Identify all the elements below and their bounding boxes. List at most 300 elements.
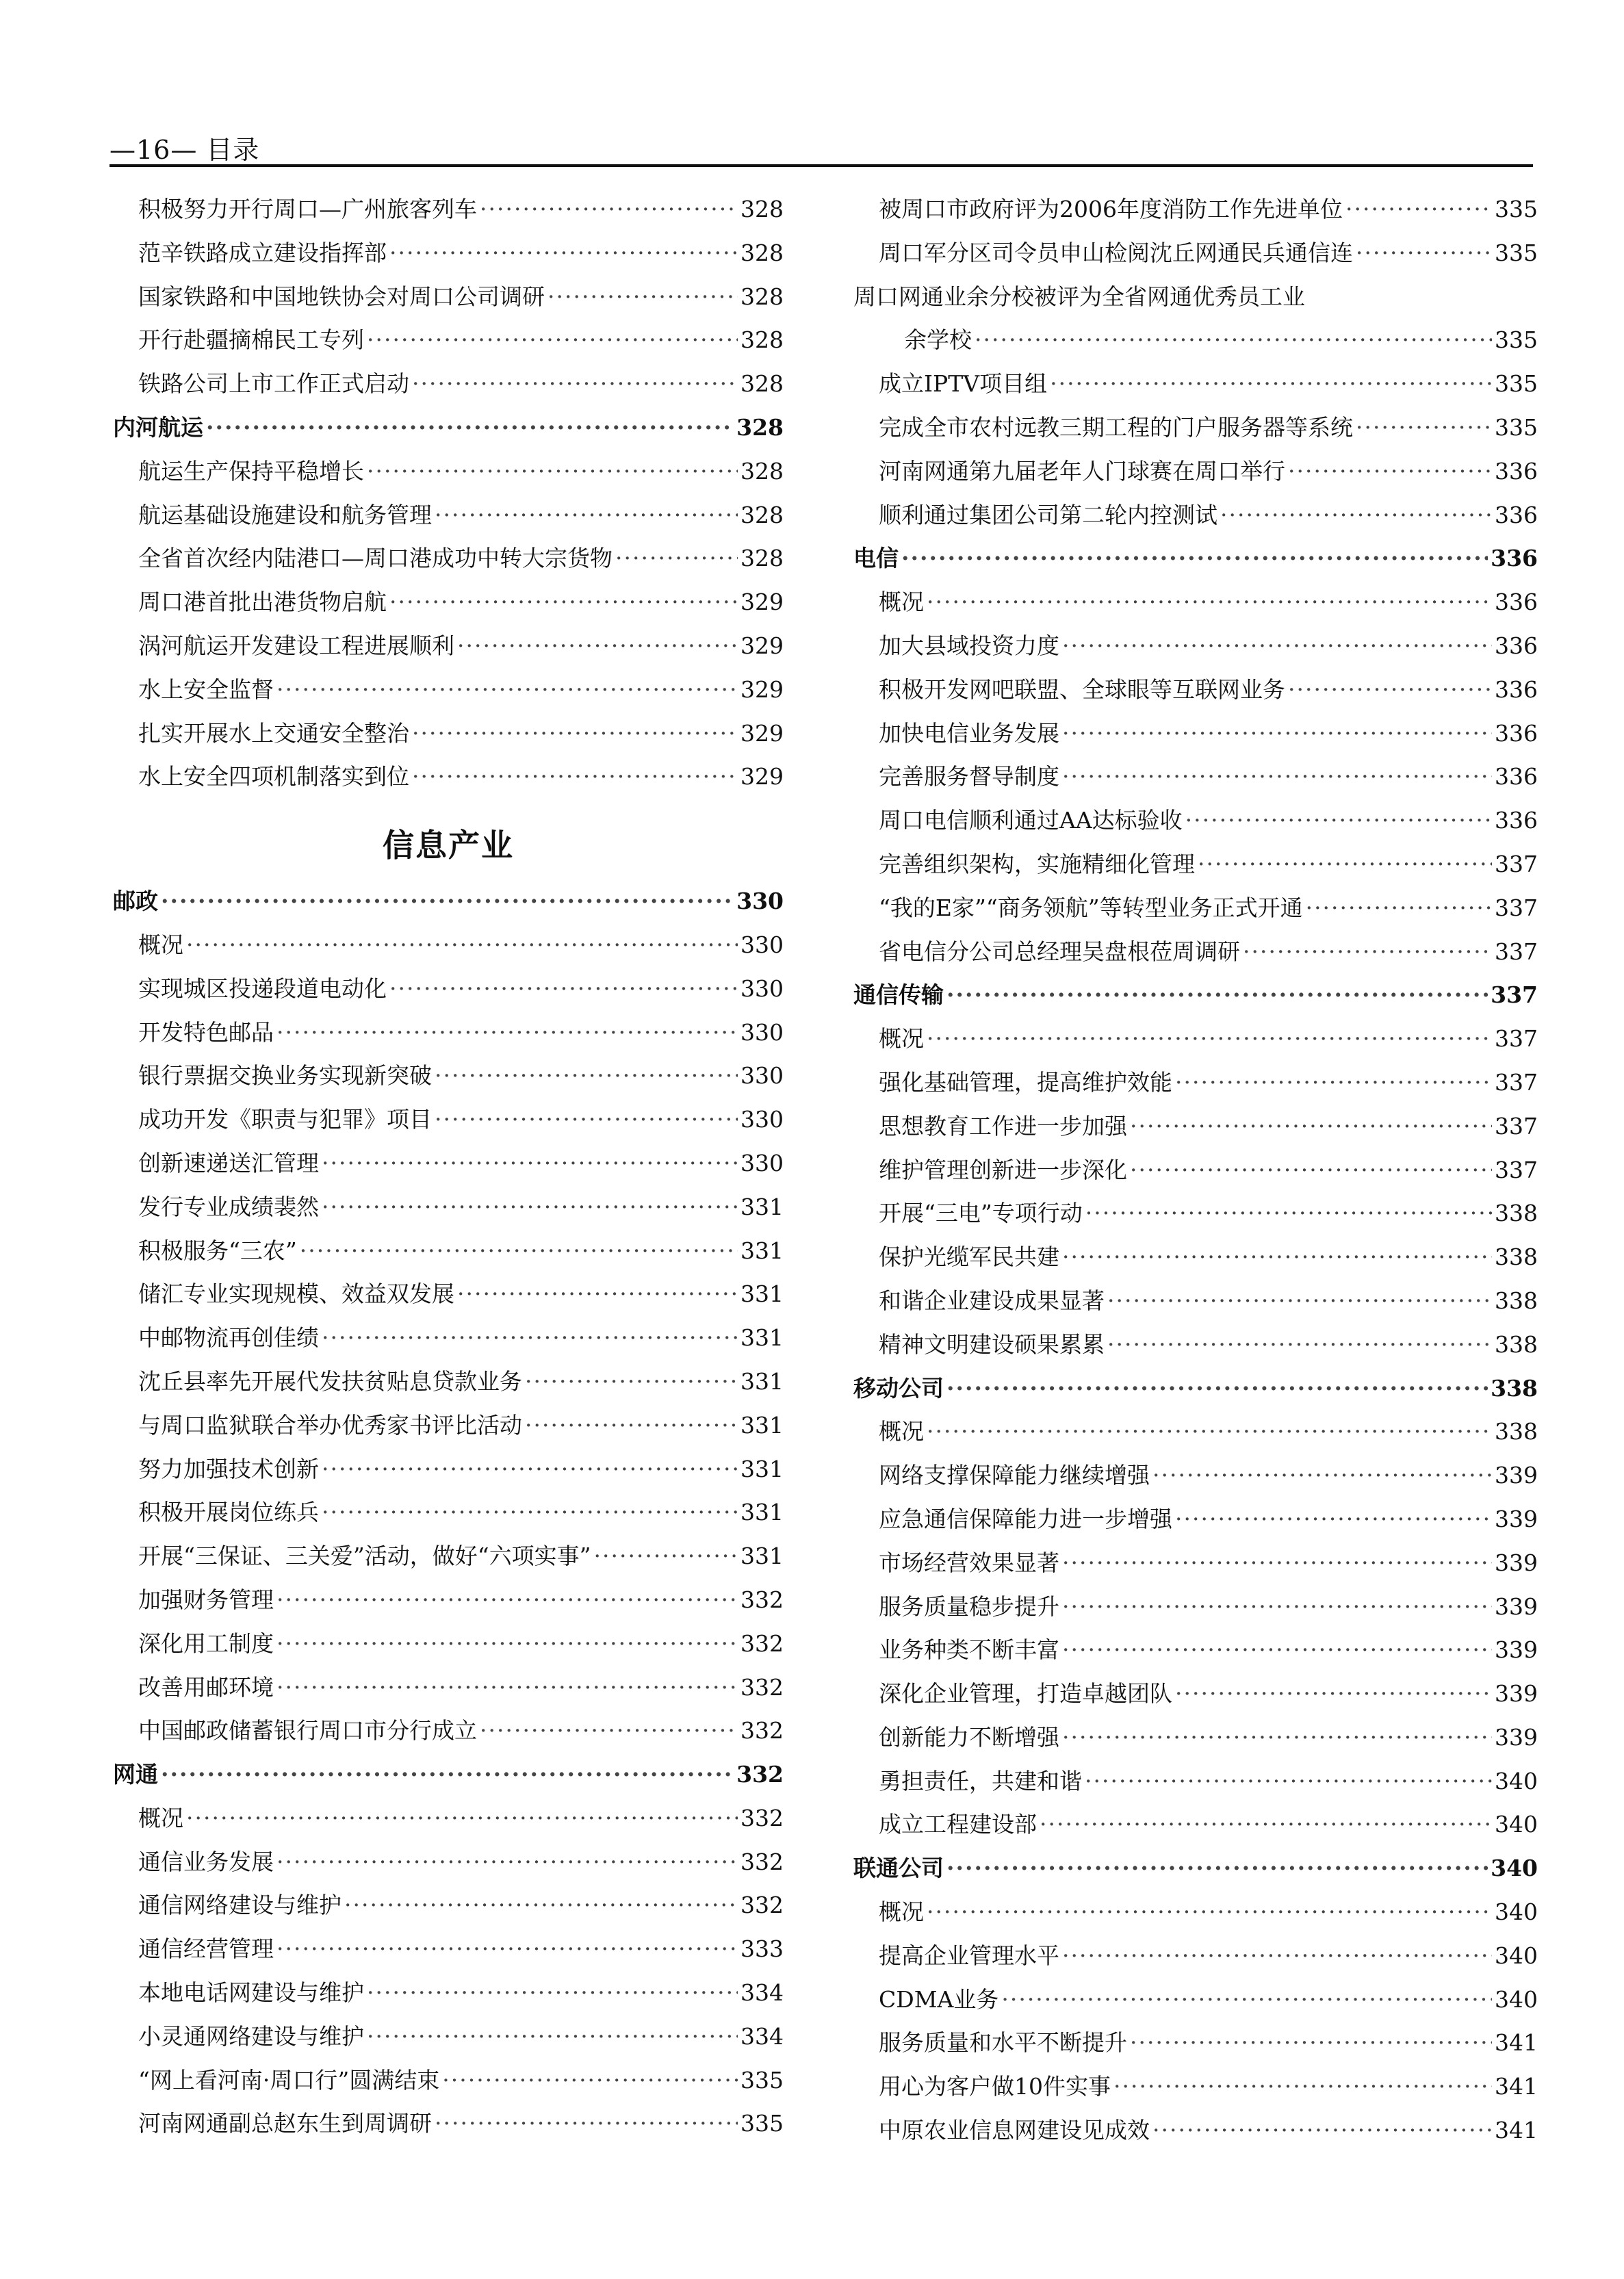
toc-entry	[853, 759, 1538, 803]
toc-entry	[113, 759, 784, 803]
toc-entry-title: 提高企业管理水平	[879, 1942, 1059, 1969]
toc-entry	[853, 803, 1538, 847]
toc-entry	[853, 279, 1538, 323]
toc-entry-page: 331	[740, 1499, 784, 1526]
toc-leader-dots	[615, 545, 738, 571]
toc-entry-page: 337	[1491, 981, 1538, 1009]
toc-leader-dots	[1288, 676, 1492, 703]
toc-leader-dots	[547, 283, 738, 310]
toc-leader-dots	[276, 1674, 738, 1701]
toc-leader-dots	[1288, 458, 1492, 485]
toc-entry-page: 335	[740, 2066, 784, 2094]
toc-leader-dots	[322, 1499, 738, 1525]
toc-leader-dots	[927, 589, 1492, 615]
toc-entry-page: 336	[1495, 763, 1538, 790]
toc-entry	[113, 1015, 784, 1059]
toc-entry-title: 通信业务发展	[138, 1848, 274, 1875]
toc-entry-title: 精神文明建设硕果累累	[879, 1330, 1105, 1358]
toc-leader-dots	[1175, 1680, 1492, 1707]
toc-leader-dots	[322, 1194, 738, 1220]
toc-entry	[853, 1502, 1538, 1545]
toc-entry-page: 336	[1495, 589, 1538, 616]
toc-entry-title: 实现城区投递段道电动化	[138, 975, 387, 1002]
toc-entry-page: 330	[740, 1149, 784, 1176]
toc-leader-dots	[344, 1892, 738, 1918]
toc-entry-page: 337	[1495, 1156, 1538, 1183]
toc-entry-title: 周口军分区司令员申山检阅沈丘网通民兵通信连	[879, 239, 1353, 266]
toc-entry-title: 改善用邮环境	[138, 1673, 274, 1701]
toc-entry-title: 服务质量稳步提升	[879, 1593, 1059, 1620]
toc-entry-page: 340	[1495, 1898, 1538, 1926]
toc-entry-title: 开展“三电”专项行动	[879, 1200, 1083, 1227]
toc-entry	[113, 672, 784, 716]
toc-entry-title: 被周口市政府评为2006年度消防工作先进单位	[879, 196, 1343, 222]
toc-leader-dots	[1085, 1200, 1492, 1226]
toc-entry-page: 341	[1495, 2029, 1538, 2057]
toc-leader-dots	[1062, 632, 1492, 659]
toc-entry-title: 加快电信业务发展	[879, 719, 1059, 747]
toc-entry	[113, 498, 784, 541]
toc-entry-title: 铁路公司上市工作正式启动	[138, 370, 409, 398]
toc-entry-page: 336	[1495, 632, 1538, 659]
toc-entry	[853, 1283, 1538, 1327]
toc-leader-dots	[276, 1019, 738, 1046]
toc-entry-title: 概况	[879, 1025, 924, 1053]
toc-entry-title: 市场经营效果显著	[879, 1549, 1059, 1576]
toc-entry-title: 开展“三保证、三关爱”活动，做好“六项实事”	[138, 1543, 591, 1570]
toc-column-left	[113, 192, 784, 2150]
toc-entry-title: 和谐企业建设成果显著	[879, 1287, 1105, 1314]
toc-entry	[853, 454, 1538, 498]
toc-leader-dots	[300, 1237, 738, 1264]
toc-leader-dots	[525, 1368, 738, 1395]
toc-entry-page: 331	[740, 1543, 784, 1570]
toc-entry	[853, 1764, 1538, 1807]
toc-entry-title: 范辛铁路成立建设指挥部	[138, 239, 387, 266]
toc-entry-page: 328	[740, 239, 784, 266]
toc-entry-page: 335	[1495, 326, 1538, 354]
toc-entry	[113, 716, 784, 760]
toc-entry-title: CDMA业务	[879, 1985, 999, 2013]
toc-entry-title: 积极开发网吧联盟、全球眼等互联网业务	[879, 675, 1285, 703]
toc-entry	[113, 1146, 784, 1189]
toc-section-entry	[113, 410, 784, 454]
toc-entry-title: 电信	[853, 545, 899, 572]
toc-leader-dots	[1001, 1986, 1492, 2013]
toc-leader-dots	[1356, 240, 1492, 266]
toc-leader-dots	[276, 1849, 738, 1875]
toc-leader-dots	[276, 1630, 738, 1657]
toc-leader-dots	[901, 545, 1488, 571]
toc-entry-title: “我的E家”“商务领航”等转型业务正式开通	[879, 894, 1303, 921]
toc-entry-title: 开行赴疆摘棉民工专列	[138, 326, 364, 354]
toc-entry-page: 329	[740, 589, 784, 616]
toc-entry-title: 成立工程建设部	[879, 1811, 1037, 1838]
toc-entry-title: 内河航运	[113, 413, 203, 441]
toc-entry-title: 勇担责任，共建和谐	[879, 1767, 1082, 1794]
toc-entry-page: 339	[1495, 1462, 1538, 1489]
toc-leader-dots	[367, 458, 738, 485]
toc-entry	[113, 1364, 784, 1408]
toc-entry-title: 移动公司	[853, 1374, 944, 1402]
toc-entry	[113, 322, 784, 366]
toc-leader-dots	[946, 981, 1488, 1008]
toc-leader-dots	[412, 763, 738, 790]
toc-entry-title: 创新能力不断增强	[879, 1723, 1059, 1751]
toc-leader-dots	[1062, 1593, 1492, 1620]
toc-entry	[113, 366, 784, 410]
toc-entry	[113, 192, 784, 235]
toc-entry-page: 335	[1495, 196, 1538, 222]
toc-entry	[853, 1676, 1538, 1720]
toc-leader-dots	[480, 1717, 738, 1744]
toc-entry-page: 335	[1495, 370, 1538, 398]
toc-entry	[113, 1538, 784, 1582]
toc-entry-page: 331	[740, 1324, 784, 1352]
toc-leader-dots	[1220, 502, 1492, 528]
toc-entry-title: 概况	[879, 589, 924, 616]
toc-entry-page: 339	[1495, 1505, 1538, 1532]
toc-entry-title: 顺利通过集团公司第二轮内控测试	[879, 501, 1217, 528]
toc-entry-title: 服务质量和水平不断提升	[879, 2029, 1127, 2057]
toc-entry	[853, 1632, 1538, 1676]
toc-entry	[853, 1414, 1538, 1458]
toc-leader-dots	[1107, 1331, 1492, 1358]
toc-column-right	[853, 192, 1538, 2156]
toc-entry-page: 340	[1495, 1811, 1538, 1838]
toc-entry-page: 330	[740, 931, 784, 958]
toc-entry	[113, 1058, 784, 1102]
toc-entry	[853, 890, 1538, 934]
toc-leader-dots	[442, 2067, 738, 2094]
toc-entry-page: 337	[1495, 1068, 1538, 1096]
toc-entry-page: 332	[740, 1586, 784, 1613]
toc-entry-title: “网上看河南·周口行”圆满结束	[138, 2066, 440, 2094]
toc-entry	[113, 2106, 784, 2150]
toc-leader-dots	[1062, 763, 1492, 790]
toc-entry	[853, 192, 1538, 235]
toc-entry-page: 334	[740, 2022, 784, 2050]
toc-entry-page: 329	[740, 632, 784, 659]
toc-entry	[113, 1495, 784, 1538]
toc-leader-dots	[1085, 1768, 1492, 1794]
toc-leader-dots	[412, 720, 738, 747]
toc-leader-dots	[1062, 1244, 1492, 1270]
toc-leader-dots	[276, 1935, 738, 1962]
toc-leader-dots	[1356, 414, 1492, 441]
toc-entry-page: 340	[1495, 1767, 1538, 1794]
toc-leader-dots	[927, 1025, 1492, 1052]
toc-entry	[853, 1327, 1538, 1371]
toc-entry-title: 应急通信保障能力进一步增强	[879, 1505, 1172, 1532]
toc-entry-title: 中原农业信息网建设见成效	[879, 2117, 1150, 2144]
toc-leader-dots	[1185, 807, 1492, 834]
toc-entry-title: 网络支撑保障能力继续增强	[879, 1462, 1150, 1489]
toc-entry-page: 334	[740, 1979, 784, 2007]
toc-leader-dots	[1130, 1113, 1492, 1140]
toc-leader-dots	[1062, 1636, 1492, 1663]
toc-entry	[853, 934, 1538, 978]
toc-entry-title: 小灵通网络建设与维护	[138, 2022, 364, 2050]
toc-entry	[853, 498, 1538, 541]
toc-leader-dots	[389, 975, 738, 1002]
toc-entry-page: 337	[1495, 850, 1538, 877]
toc-entry-page: 331	[740, 1411, 784, 1439]
toc-entry-title: 强化基础管理，提高维护效能	[879, 1068, 1172, 1096]
toc-entry-page: 341	[1495, 2117, 1538, 2144]
toc-leader-dots	[186, 931, 738, 958]
toc-entry-page: 330	[740, 1018, 784, 1046]
toc-entry-page: 336	[1491, 545, 1538, 572]
toc-entry	[113, 584, 784, 628]
toc-entry-title: 国家铁路和中国地铁协会对周口公司调研	[138, 283, 545, 310]
toc-entry-title: 完善服务督导制度	[879, 763, 1059, 790]
toc-entry-page: 341	[1495, 2073, 1538, 2100]
toc-leader-dots	[1175, 1506, 1492, 1532]
toc-entry-page: 328	[740, 283, 784, 310]
toc-leader-dots	[927, 1898, 1492, 1925]
toc-leader-dots	[367, 326, 738, 353]
toc-entry-page: 336	[1495, 807, 1538, 834]
toc-leader-dots	[322, 1456, 738, 1482]
toc-leader-dots	[1050, 370, 1492, 397]
toc-entry-title: 通信经营管理	[138, 1935, 274, 1963]
toc-entry-title: 成立IPTV项目组	[879, 370, 1048, 398]
toc-entry-title: 联通公司	[853, 1855, 944, 1882]
toc-entry-title: 邮政	[113, 888, 158, 915]
toc-entry-page: 331	[740, 1367, 784, 1395]
toc-entry	[853, 1065, 1538, 1109]
toc-entry-title: 思想教育工作进一步加强	[879, 1112, 1127, 1140]
toc-entry	[853, 1545, 1538, 1589]
toc-entry-title: 本地电话网建设与维护	[138, 1979, 364, 2007]
toc-entry	[113, 1408, 784, 1452]
toc-leader-dots	[1175, 1069, 1492, 1096]
toc-entry	[853, 584, 1538, 628]
toc-entry	[853, 1894, 1538, 1938]
toc-entry	[853, 235, 1538, 279]
toc-entry	[113, 1975, 784, 2019]
toc-entry	[113, 1713, 784, 1757]
toc-entry-page: 335	[1495, 413, 1538, 441]
toc-entry-page: 335	[1495, 239, 1538, 266]
toc-entry-title: 概况	[138, 1804, 183, 1831]
toc-leader-dots	[389, 589, 738, 615]
toc-entry-page: 330	[740, 1106, 784, 1133]
toc-entry-page: 338	[1495, 1330, 1538, 1358]
toc-entry	[853, 628, 1538, 672]
toc-section-entry	[853, 1371, 1538, 1415]
toc-leader-dots	[1243, 938, 1492, 965]
toc-entry-title: 河南网通副总赵东生到周调研	[138, 2110, 432, 2137]
toc-entry-page: 332	[740, 1804, 784, 1831]
toc-entry-title: 中邮物流再创佳绩	[138, 1324, 319, 1352]
toc-entry-page: 328	[740, 370, 784, 398]
toc-entry	[113, 454, 784, 498]
toc-leader-dots	[1062, 720, 1492, 747]
toc-entry-title: 业务种类不断丰富	[879, 1636, 1059, 1664]
toc-entry	[853, 1458, 1538, 1502]
toc-entry	[113, 235, 784, 279]
toc-entry-title: 余学校	[904, 326, 972, 354]
toc-entry-page: 337	[1495, 1025, 1538, 1053]
toc-entry-title: 省电信分公司总经理吴盘根莅周调研	[879, 938, 1240, 965]
toc-leader-dots	[946, 1855, 1488, 1881]
toc-entry	[853, 2069, 1538, 2113]
toc-entry	[113, 1452, 784, 1495]
toc-entry-title: 深化用工制度	[138, 1630, 274, 1657]
toc-entry-page: 328	[740, 196, 784, 222]
toc-leader-dots	[435, 502, 738, 528]
toc-entry	[853, 1720, 1538, 1764]
toc-leader-dots	[480, 196, 738, 222]
toc-leader-dots	[322, 1324, 738, 1351]
toc-leader-dots	[367, 2023, 738, 2050]
toc-entry	[853, 1196, 1538, 1239]
toc-entry-title: 周口电信顺利通过AA达标验收	[879, 807, 1183, 834]
toc-entry	[853, 366, 1538, 410]
toc-entry	[853, 847, 1538, 890]
toc-entry-title: 全省首次经内陆港口—周口港成功中转大宗货物	[138, 545, 613, 572]
toc-entry-title: 积极开展岗位练兵	[138, 1499, 319, 1526]
toc-entry	[113, 927, 784, 971]
toc-entry-page: 330	[740, 1062, 784, 1090]
toc-entry-title: 开发特色邮品	[138, 1018, 274, 1046]
section-heading: 信息产业	[383, 827, 514, 864]
toc-entry	[113, 1801, 784, 1844]
toc-leader-dots	[276, 1586, 738, 1613]
toc-entry-page: 328	[740, 545, 784, 572]
toc-list-info-industry	[113, 884, 784, 2150]
toc-entry-page: 328	[740, 501, 784, 528]
toc-entry-page: 329	[740, 763, 784, 790]
toc-leader-dots	[1130, 2029, 1492, 2056]
toc-leader-dots	[975, 326, 1492, 353]
toc-leader-dots	[457, 632, 738, 659]
toc-leader-dots	[457, 1280, 738, 1307]
toc-entry-title: 积极服务“三农”	[138, 1237, 297, 1264]
toc-leader-dots	[1345, 196, 1492, 222]
toc-entry-title: 完善组织架构，实施精细化管理	[879, 850, 1195, 877]
toc-entry-title: 网通	[113, 1761, 158, 1788]
toc-leader-dots	[1107, 1287, 1492, 1314]
toc-entry	[113, 1844, 784, 1888]
toc-entry-page: 339	[1495, 1680, 1538, 1708]
toc-leader-dots	[186, 1805, 738, 1831]
toc-entry	[853, 1938, 1538, 1982]
toc-entry-page: 330	[740, 975, 784, 1002]
toc-entry	[113, 1888, 784, 1931]
toc-entry-title: 积极努力开行周口—广州旅客列车	[138, 196, 477, 222]
toc-entry	[113, 279, 784, 323]
toc-entry-title: 通信网络建设与维护	[138, 1892, 341, 1919]
toc-entry-title: 周口港首批出港货物启航	[138, 589, 387, 616]
toc-entry	[113, 971, 784, 1015]
toc-entry	[113, 1626, 784, 1670]
toc-entry-title: 沈丘县率先开展代发扶贫贴息贷款业务	[138, 1367, 522, 1395]
toc-entry-page: 340	[1491, 1855, 1538, 1882]
toc-entry-page: 339	[1495, 1723, 1538, 1751]
toc-entry	[853, 716, 1538, 760]
toc-leader-dots	[367, 1979, 738, 2006]
toc-entry	[853, 322, 1538, 366]
toc-leader-dots	[1130, 1157, 1492, 1183]
toc-entry-page: 332	[740, 1673, 784, 1701]
toc-entry-page: 331	[740, 1193, 784, 1220]
toc-entry-title: 银行票据交换业务实现新突破	[138, 1062, 432, 1090]
toc-entry-page: 332	[740, 1717, 784, 1744]
toc-entry	[113, 628, 784, 672]
toc-entry-title: 航运生产保持平稳增长	[138, 457, 364, 485]
toc-leader-dots	[1306, 894, 1492, 921]
toc-entry	[853, 1589, 1538, 1633]
toc-leader-dots	[1040, 1811, 1492, 1838]
toc-entry-title: 保护光缆军民共建	[879, 1244, 1059, 1271]
toc-entry-title: 创新速递送汇管理	[138, 1149, 319, 1176]
toc-entry	[113, 2063, 784, 2107]
toc-section-entry	[113, 1757, 784, 1801]
toc-entry-page: 331	[740, 1237, 784, 1264]
toc-entry-title: 通信传输	[853, 981, 944, 1009]
toc-entry	[113, 1233, 784, 1277]
toc-entry-page: 332	[740, 1848, 784, 1875]
toc-entry	[853, 1982, 1538, 2026]
toc-entry-page: 337	[1495, 894, 1538, 921]
toc-entry-page: 331	[740, 1455, 784, 1482]
toc-entry	[853, 410, 1538, 454]
toc-entry	[113, 1189, 784, 1233]
toc-entry	[113, 1931, 784, 1975]
toc-entry	[853, 2025, 1538, 2069]
toc-section-entry	[113, 884, 784, 927]
toc-entry-page: 335	[740, 2110, 784, 2137]
toc-leader-dots	[206, 414, 734, 441]
toc-entry-page: 336	[1495, 675, 1538, 703]
toc-entry-page: 339	[1495, 1549, 1538, 1576]
toc-entry-title: 周口网通业余分校被评为全省网通优秀员工业	[853, 283, 1305, 310]
toc-entry-page: 329	[740, 675, 784, 703]
toc-leader-dots	[593, 1543, 738, 1569]
toc-entry-title: 航运基础设施建设和航务管理	[138, 501, 432, 528]
toc-leader-dots	[435, 1062, 738, 1089]
toc-leader-dots	[1062, 1942, 1492, 1969]
toc-entry-page: 330	[736, 888, 784, 915]
toc-entry-page: 336	[1495, 457, 1538, 485]
toc-entry-page: 336	[1495, 719, 1538, 747]
toc-entry	[113, 1670, 784, 1714]
toc-leader-dots	[322, 1150, 738, 1176]
toc-entry-page: 328	[740, 326, 784, 354]
toc-entry-page: 339	[1495, 1593, 1538, 1620]
toc-leader-dots	[1152, 2117, 1492, 2143]
toc-section-entry	[853, 541, 1538, 584]
toc-entry	[853, 1807, 1538, 1851]
toc-entry-page: 337	[1495, 938, 1538, 965]
toc-entry	[853, 1239, 1538, 1283]
toc-entry	[853, 672, 1538, 716]
toc-entry	[853, 2113, 1538, 2156]
toc-leader-dots	[1152, 1462, 1492, 1489]
toc-entry-page: 336	[1495, 501, 1538, 528]
toc-leader-dots	[946, 1375, 1488, 1402]
toc-entry	[853, 1153, 1538, 1196]
toc-section-entry	[853, 1851, 1538, 1894]
toc-entry-title: 水上安全监督	[138, 675, 274, 703]
toc-leader-dots	[276, 676, 738, 703]
toc-entry-title: 中国邮政储蓄银行周口市分行成立	[138, 1717, 477, 1744]
toc-entry-title: 概况	[879, 1898, 924, 1926]
toc-leader-dots	[1198, 851, 1492, 877]
